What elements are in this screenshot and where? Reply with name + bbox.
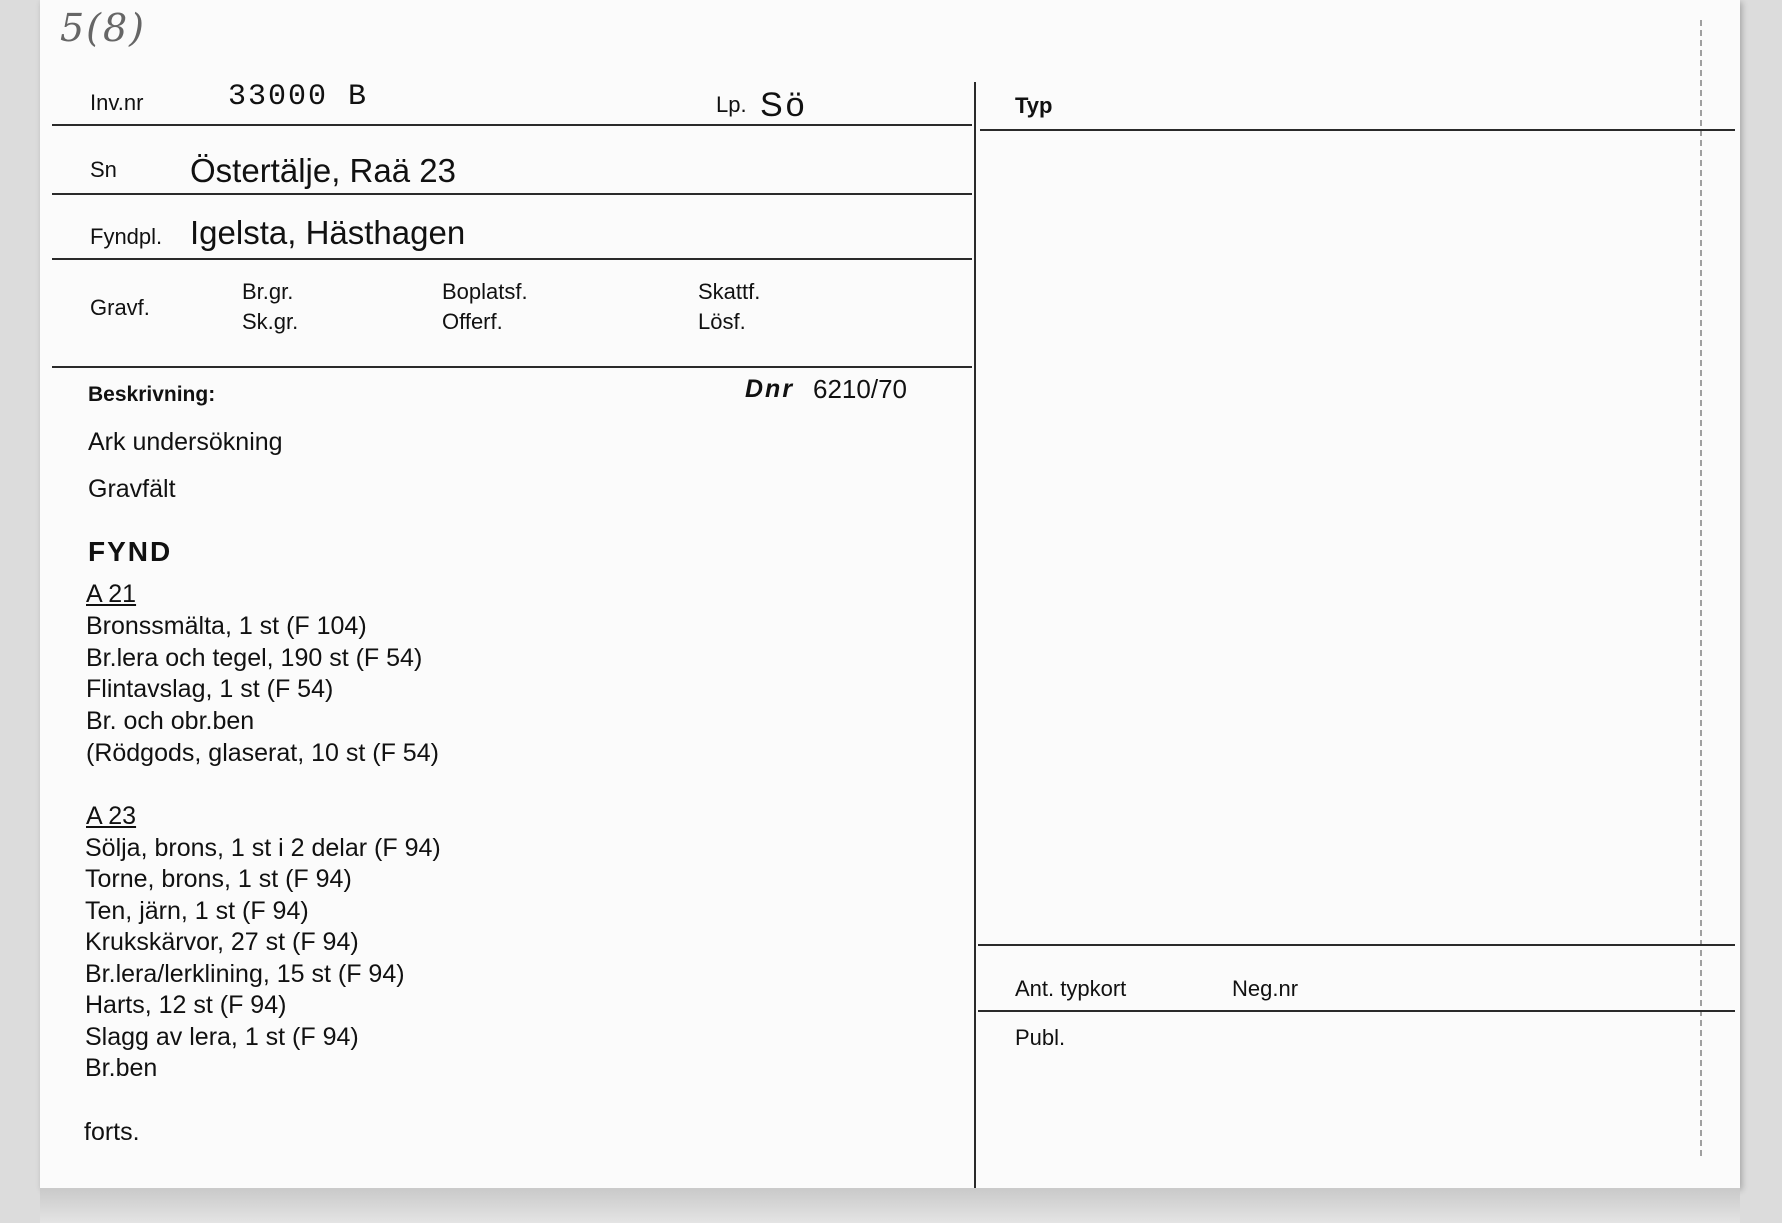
a21-item-1: Bronssmälta, 1 st (F 104) <box>86 612 367 640</box>
dnr-label: Dnr <box>745 375 795 403</box>
beskrivning-line-1: Ark undersökning <box>88 428 283 456</box>
offerf-label: Offerf. <box>442 309 503 334</box>
a21-item-5: (Rödgods, glaserat, 10 st (F 54) <box>86 739 439 767</box>
card-edge <box>1700 20 1702 1160</box>
skattf-label: Skattf. <box>698 279 761 304</box>
lp-value: Sö <box>760 86 808 124</box>
divider-fyndpl <box>52 258 972 260</box>
a21-item-3: Flintavslag, 1 st (F 54) <box>86 675 334 703</box>
section-a23-title: A 23 <box>86 802 137 830</box>
fynd-heading: FYND <box>88 536 173 567</box>
a23-item-5: Br.lera/lerklining, 15 st (F 94) <box>85 960 405 988</box>
beskrivning-label: Beskrivning: <box>88 383 216 406</box>
beskrivning-line-2: Gravfält <box>88 475 176 503</box>
fyndpl-value: Igelsta, Hästhagen <box>190 214 466 251</box>
skgr-label: Sk.gr. <box>242 309 299 334</box>
a23-item-1: Sölja, brons, 1 st i 2 delar (F 94) <box>85 834 441 862</box>
fyndpl-label: Fyndpl. <box>90 224 163 249</box>
column-divider <box>974 82 976 1188</box>
divider-right-1 <box>978 944 1735 946</box>
a23-item-7: Slagg av lera, 1 st (F 94) <box>85 1023 359 1051</box>
divider-inv <box>52 124 972 126</box>
a23-item-6: Harts, 12 st (F 94) <box>85 991 287 1019</box>
neg-nr-label: Neg.nr <box>1232 976 1299 1001</box>
handwritten-note: 5(8) <box>60 6 147 50</box>
a23-item-2: Torne, brons, 1 st (F 94) <box>85 865 352 893</box>
inv-value: 33000 B <box>228 80 369 114</box>
a23-item-3: Ten, järn, 1 st (F 94) <box>85 897 309 925</box>
divider-sn <box>52 193 972 195</box>
losf-label: Lösf. <box>698 309 746 334</box>
section-a21-title: A 21 <box>86 580 137 608</box>
ant-typkort-label: Ant. typkort <box>1015 976 1127 1001</box>
divider-right-2 <box>978 1010 1735 1012</box>
publ-label: Publ. <box>1015 1025 1066 1050</box>
typ-label: Typ <box>1015 93 1053 118</box>
forts-label: forts. <box>84 1118 140 1146</box>
a23-item-8: Br.ben <box>85 1054 158 1082</box>
lp-label: Lp. <box>716 92 747 117</box>
sn-label: Sn <box>90 157 117 182</box>
a23-item-4: Krukskärvor, 27 st (F 94) <box>85 928 359 956</box>
brgr-label: Br.gr. <box>242 279 294 304</box>
a21-item-4: Br. och obr.ben <box>86 707 255 735</box>
scan-shadow <box>40 1188 1740 1223</box>
dnr-value: 6210/70 <box>813 374 907 404</box>
sn-value: Östertälje, Raä 23 <box>190 152 456 189</box>
divider-categories <box>52 366 972 368</box>
a21-item-2: Br.lera och tegel, 190 st (F 54) <box>86 644 423 672</box>
boplatsf-label: Boplatsf. <box>442 279 528 304</box>
gravf-label: Gravf. <box>90 295 150 320</box>
inv-label: Inv.nr <box>90 90 144 115</box>
divider-typ <box>980 129 1735 131</box>
